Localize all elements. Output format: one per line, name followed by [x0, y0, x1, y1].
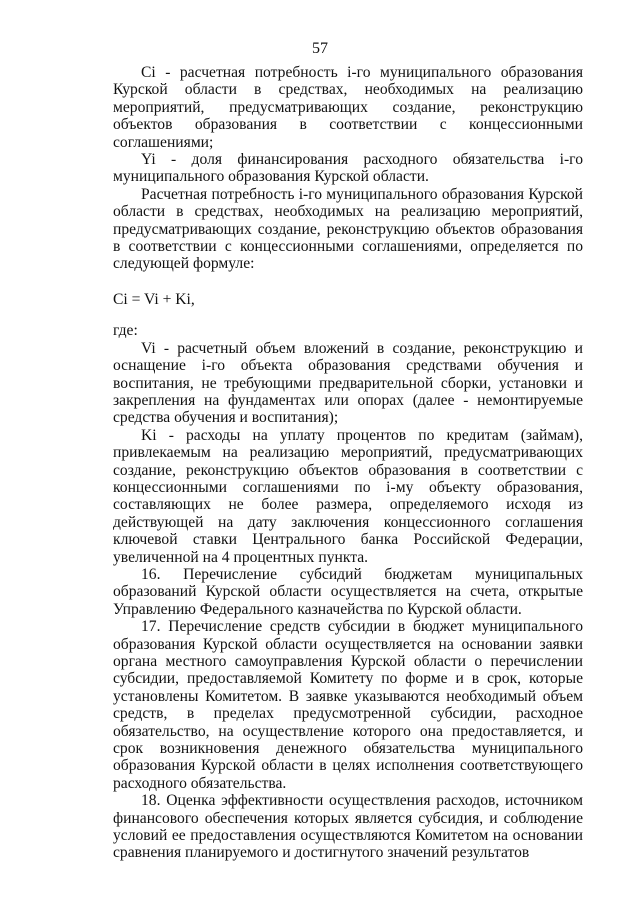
paragraph-vi-definition: Vi - расчетный объем вложений в создание, реконструкцию и оснащение i-го объекта образования средствами обучения и воспитания, не требующими предварительной сборки, установки и закрепления на фундаментах или опорах (далее - немонтируемые средства обучения и воспитания);	[113, 339, 583, 427]
paragraph-ki-definition: Ki - расходы на уплату процентов по кредитам (займам), привлекаемым на реализацию мероприятий, предусматривающих создание, реконструкцию объектов образования в соответствии с концессионными соглашениями по i-му объекту образования, составляющих не более размера, определяемого исходя из действующей на дату заключения концессионного соглашения ключевой ставки Центрального банка Российской Федерации, увеличенной на 4 процентных пункта.	[113, 426, 583, 566]
document-body	[113, 64, 583, 862]
formula: Ci = Vi + Ki,	[113, 290, 195, 308]
paragraph-where: где:	[113, 322, 138, 340]
paragraph-ci-calculation-intro: Расчетная потребность i-го муниципального образования Курской области в средствах, необходимых на реализацию мероприятий, предусматривающих создание, реконструкцию объектов образования в соответствии с концессионными соглашениями, определяется по следующей формуле:	[113, 185, 583, 273]
page-number: 57	[312, 40, 328, 57]
paragraph-ci-definition: Ci - расчетная потребность i-го муниципального образования Курской области в средствах, необходимых на реализацию мероприятий, предусматривающих создание, реконструкцию объектов образования в соответствии с концессионными соглашениями;	[113, 64, 583, 151]
paragraph-yi-definition: Yi - доля финансирования расходного обязательства i-го муниципального образования Курской области.	[113, 151, 583, 186]
paragraph-16: 16. Перечисление субсидий бюджетам муниципальных образований Курской области осуществляется на счета, открытые Управлению Федерального казначейства по Курской области.	[113, 565, 583, 618]
paragraph-17: 17. Перечисление средств субсидии в бюджет муниципального образования Курской области осуществляется на основании заявки органа местного самоуправления Курской области о перечислении субсидии, предоставляемой Комитету по форме и в срок, которые установлены Комитетом. В заявке указываются необходимый объем средств, в пределах предусмотренной субсидии, расходное обязательство, на осуществление которого она предоставляется, и срок возникновения денежного обязательства муниципального образования Курской области в целях исполнения соответствующего расходного обязательства.	[113, 618, 583, 792]
paragraph-18: 18. Оценка эффективности осуществления расходов, источником финансового обеспечения которых является субсидия, и соблюдение условий ее предоставления осуществляются Комитетом на основании сравнения планируемого и достигнутого значений результатов	[113, 792, 583, 862]
